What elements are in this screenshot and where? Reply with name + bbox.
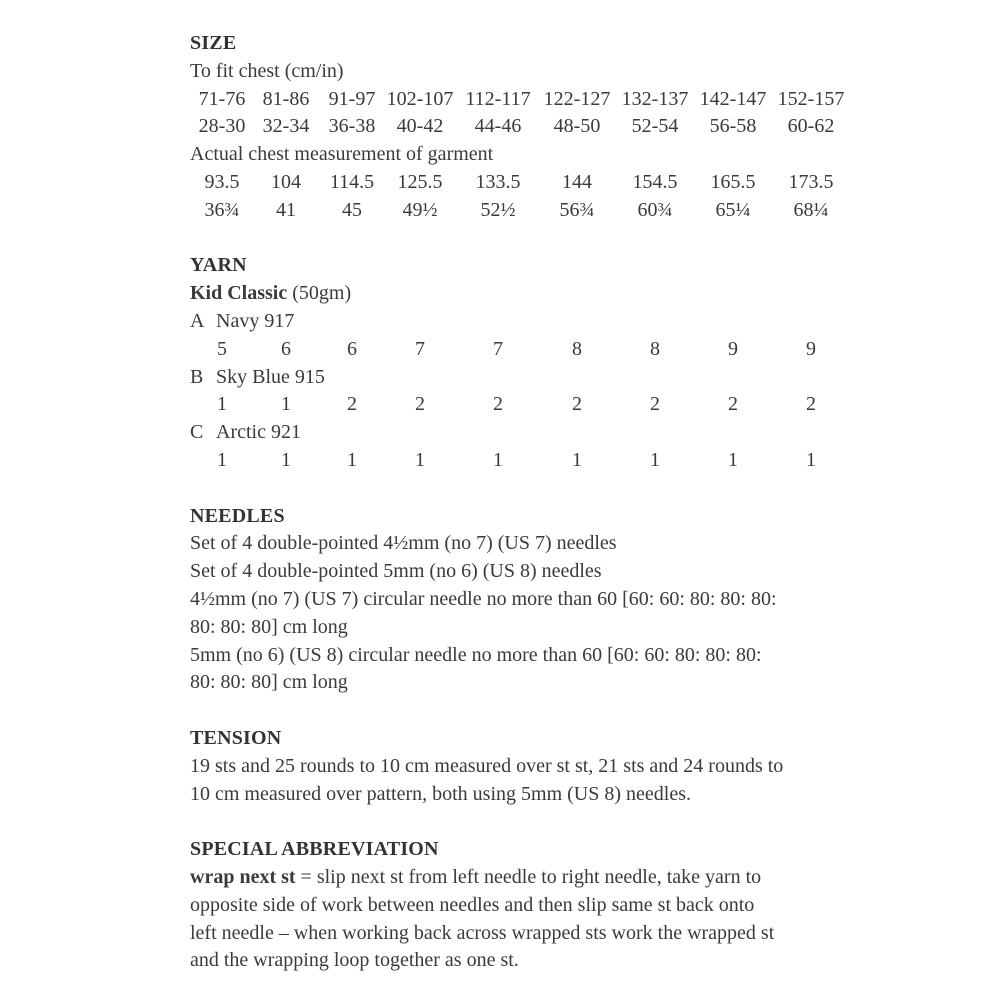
ball-count: 5 xyxy=(217,337,227,360)
size-value: 44-46 xyxy=(474,115,522,138)
colour-letter: B xyxy=(190,365,204,388)
actual-chest-label: Actual chest measurement of garment xyxy=(190,143,494,166)
size-value: 142-147 xyxy=(699,87,767,110)
measurement-value: 36¾ xyxy=(204,198,240,221)
needles-line: 80: 80: 80] cm long xyxy=(190,615,348,638)
tension-line: 10 cm measured over pattern, both using 5mm (US 8) needles. xyxy=(190,782,691,805)
size-value: 122-127 xyxy=(543,87,611,110)
colour-letter: C xyxy=(190,421,204,444)
yarn-weight: (50gm) xyxy=(292,282,352,305)
abbreviation-line xyxy=(190,864,870,892)
size-value: 48-50 xyxy=(553,115,601,138)
ball-count: 2 xyxy=(572,393,582,416)
measurement-value: 60¾ xyxy=(637,198,673,221)
tension-line: 19 sts and 25 rounds to 10 cm measured over st st, 21 sts and 24 rounds to xyxy=(190,754,784,777)
size-value: 132-137 xyxy=(621,87,689,110)
colour-name: Navy 917 xyxy=(216,309,295,332)
ball-count: 2 xyxy=(650,393,660,416)
actual-in-row xyxy=(190,197,870,225)
ball-count: 1 xyxy=(572,448,582,471)
measurement-value: 93.5 xyxy=(204,170,240,193)
ball-count: 9 xyxy=(728,337,738,360)
colour-name: Sky Blue 915 xyxy=(216,365,325,388)
ball-count: 9 xyxy=(806,337,816,360)
measurement-value: 104 xyxy=(271,170,301,193)
ball-count: 8 xyxy=(650,337,660,360)
colour-b-amounts xyxy=(190,391,870,419)
size-value: 52-54 xyxy=(631,115,679,138)
measurement-value: 41 xyxy=(276,198,296,221)
size-value: 91-97 xyxy=(328,87,376,110)
size-value: 112-117 xyxy=(465,87,531,110)
size-value: 32-34 xyxy=(262,115,310,138)
ball-count: 7 xyxy=(415,337,425,360)
ball-count: 2 xyxy=(415,393,425,416)
yarn-brand: Kid Classic xyxy=(190,282,288,305)
needles-line: Set of 4 double-pointed 4½mm (no 7) (US 7) needles xyxy=(190,532,617,555)
measurement-value: 154.5 xyxy=(632,170,678,193)
abbreviation-line: left needle – when working back across wrapped sts work the wrapped st xyxy=(190,921,775,944)
size-value: 102-107 xyxy=(386,87,454,110)
ball-count: 2 xyxy=(493,393,503,416)
abbreviation-term: wrap next st xyxy=(190,865,296,888)
ball-count: 8 xyxy=(572,337,582,360)
colour-name: Arctic 921 xyxy=(216,421,301,444)
measurement-value: 144 xyxy=(562,170,592,193)
needles-line: Set of 4 double-pointed 5mm (no 6) (US 8) needles xyxy=(190,560,602,583)
ball-count: 1 xyxy=(650,448,660,471)
tension-heading: TENSION xyxy=(190,726,282,749)
measurement-value: 114.5 xyxy=(329,170,375,193)
size-value: 36-38 xyxy=(328,115,376,138)
size-value: 81-86 xyxy=(262,87,310,110)
colour-a-amounts xyxy=(190,336,870,364)
measurement-value: 68¼ xyxy=(793,198,829,221)
abbreviation-line: and the wrapping loop together as one st. xyxy=(190,949,519,972)
ball-count: 6 xyxy=(281,337,291,360)
special-abbreviation-heading: SPECIAL ABBREVIATION xyxy=(190,838,439,861)
size-heading: SIZE xyxy=(190,32,237,54)
ball-count: 1 xyxy=(415,448,425,471)
measurement-value: 56¾ xyxy=(559,198,595,221)
ball-count: 6 xyxy=(347,337,357,360)
ball-count: 1 xyxy=(217,448,227,471)
measurement-value: 49½ xyxy=(402,198,438,221)
size-value: 152-157 xyxy=(777,87,845,110)
ball-count: 2 xyxy=(347,393,357,416)
size-value: 60-62 xyxy=(787,115,835,138)
ball-count: 2 xyxy=(728,393,738,416)
fit-cm-row xyxy=(190,86,870,114)
colour-c-label xyxy=(190,419,870,447)
needles-line: 5mm (no 6) (US 8) circular needle no more than 60 [60: 60: 80: 80: 80: xyxy=(190,643,762,666)
colour-c-amounts xyxy=(190,447,870,475)
colour-letter: A xyxy=(190,309,205,332)
ball-count: 1 xyxy=(728,448,738,471)
fit-in-row xyxy=(190,113,870,141)
size-value: 28-30 xyxy=(198,115,246,138)
measurement-value: 45 xyxy=(342,198,362,221)
measurement-value: 165.5 xyxy=(710,170,756,193)
needles-line: 80: 80: 80] cm long xyxy=(190,671,348,694)
abbreviation-line: opposite side of work between needles and then slip same st back onto xyxy=(190,893,755,916)
abbreviation-text: = slip next st from left needle to right needle, take yarn to xyxy=(295,865,762,888)
measurement-value: 52½ xyxy=(480,198,516,221)
ball-count: 1 xyxy=(217,393,227,416)
needles-heading: NEEDLES xyxy=(190,504,285,527)
measurement-value: 173.5 xyxy=(788,170,834,193)
measurement-value: 125.5 xyxy=(397,170,443,193)
ball-count: 1 xyxy=(347,448,357,471)
ball-count: 7 xyxy=(493,337,503,360)
actual-cm-row xyxy=(190,169,870,197)
ball-count: 1 xyxy=(806,448,816,471)
pattern-page xyxy=(190,30,870,975)
ball-count: 2 xyxy=(806,393,816,416)
colour-b-label xyxy=(190,364,870,392)
fit-chest-label: To fit chest (cm/in) xyxy=(190,59,344,82)
measurement-value: 133.5 xyxy=(475,170,521,193)
ball-count: 1 xyxy=(493,448,503,471)
ball-count: 1 xyxy=(281,393,291,416)
yarn-brand-line xyxy=(190,280,870,308)
colour-a-label xyxy=(190,308,870,336)
measurement-value: 65¼ xyxy=(715,198,751,221)
size-value: 71-76 xyxy=(198,87,246,110)
size-value: 40-42 xyxy=(396,115,444,138)
yarn-heading: YARN xyxy=(190,254,247,277)
needles-line: 4½mm (no 7) (US 7) circular needle no more than 60 [60: 60: 80: 80: 80: xyxy=(190,587,777,610)
ball-count: 1 xyxy=(281,448,291,471)
size-value: 56-58 xyxy=(709,115,757,138)
